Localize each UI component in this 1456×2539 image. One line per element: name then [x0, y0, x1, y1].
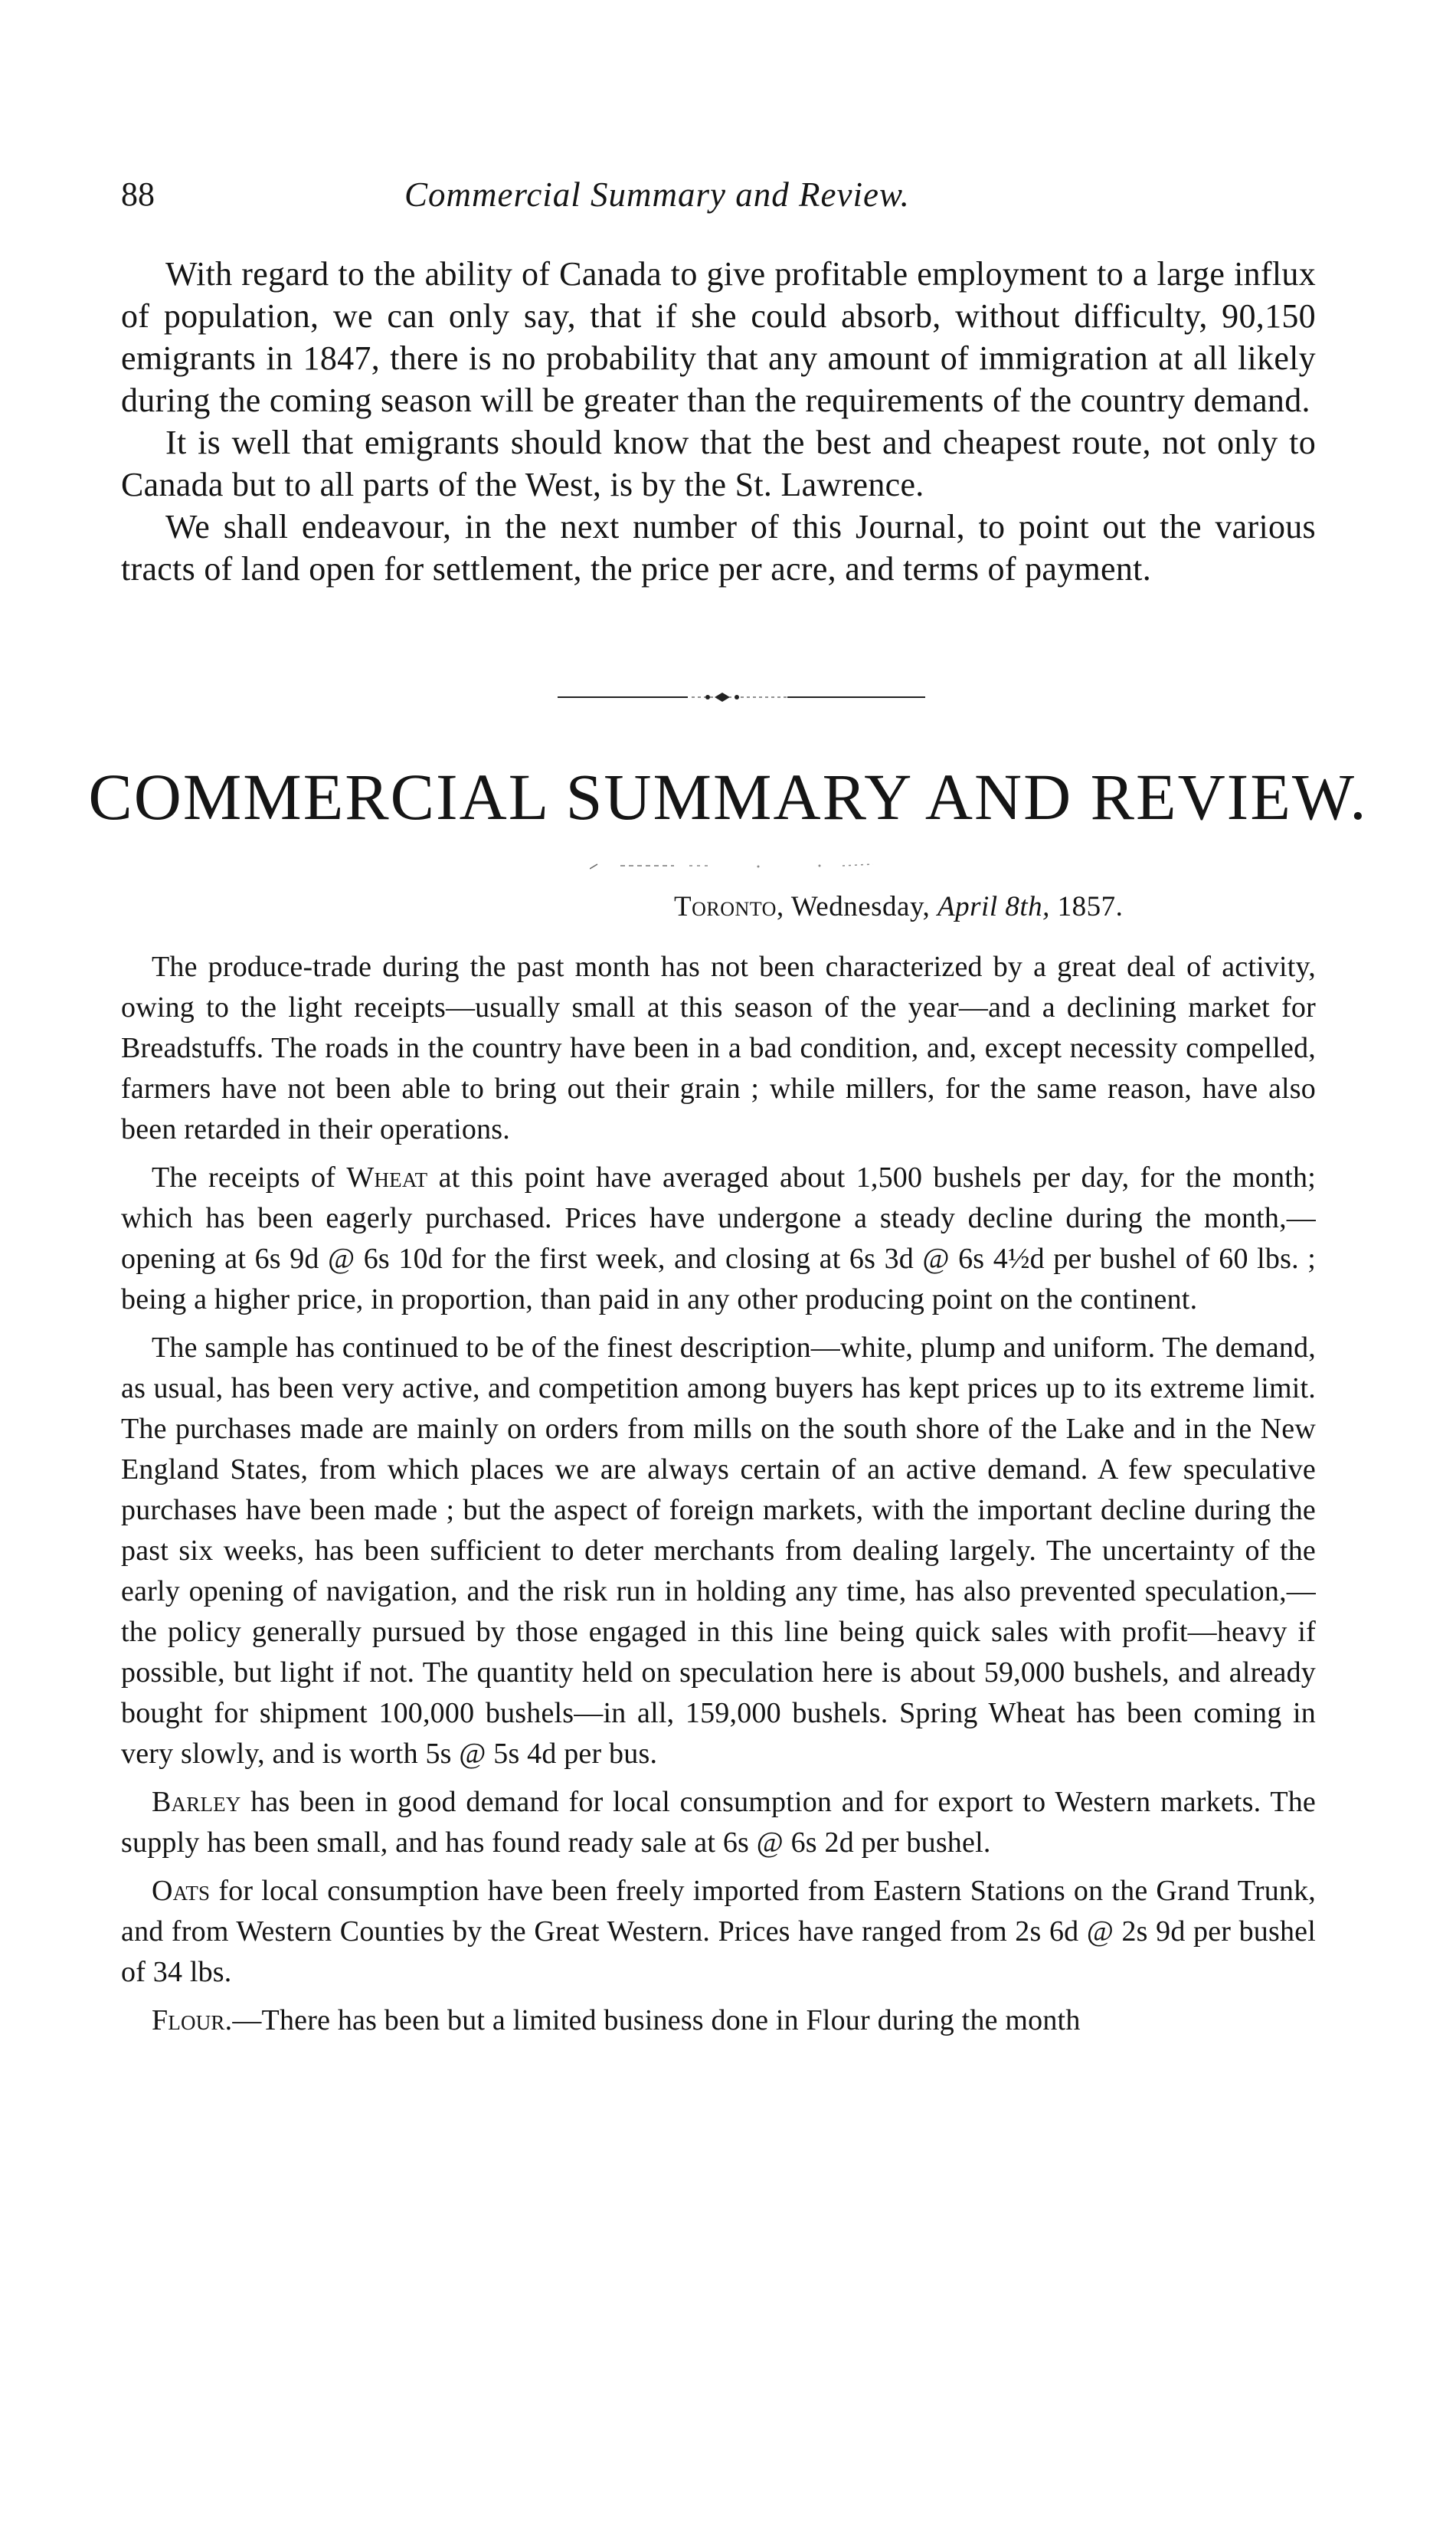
running-head [121, 175, 1301, 221]
running-title: Commercial Summary and Review. [404, 175, 910, 214]
emigration-section [121, 253, 1316, 590]
paragraph: The produce-trade during the past month has not been characterized by a great deal of activity, owing to the light receipts—usually small at this season of the year—and a declining market for Breadstuffs. The roads in the country have been in a bad condition, and, except necessity compelled, farmers have not been able to bring out their grain ; while millers, for the same reason, have also been retarded in their operations. [121, 951, 1316, 1145]
dateline-date: April 8th, [937, 891, 1050, 922]
paragraph-body: has been in good demand for local consumption and for export to Western markets. The supply has been small, and has found ready sale at 6s @ 6s 2d per bushel. [121, 1786, 1316, 1859]
market-review-section [121, 947, 1316, 2049]
dateline-place: Toronto, [674, 891, 784, 922]
paragraph: The sample has continued to be of the finest description—white, plump and uniform. The demand, as usual, has been very active, and competition among buyers has kept prices up to its extreme limit. The purchases made are mainly on orders from mills on the south shore of the Lake and in the New England States, from which places we are always certain of an active demand. A few speculative purchases have been made ; but the aspect of foreign markets, with the important decline during the past six weeks, has been sufficient to deter merchants from dealing largely. The uncertainty of the early opening of navigation, and the risk run in holding any time, has also prevented speculation,—the policy generally pursued by those engaged in this line being quick sales with profit—heavy if possible, but light if not. The quantity held on speculation here is about 59,000 bushels, and already bought for shipment 100,000 bushels—in all, 159,000 bushels. Spring Wheat has been coming in very slowly, and is worth 5s @ 5s 4d per bus. [121, 1332, 1316, 1770]
page-number: 88 [121, 175, 155, 213]
paragraph [121, 1871, 1316, 1993]
paragraph-body: —There has been but a limited business done in Flour during the month [232, 2004, 1081, 2036]
dateline-year: 1857. [1057, 891, 1124, 922]
paragraph-body: for local consumption have been freely imported from Eastern Stations on the Grand Trunk, and from Western Counties by the Great Western. Prices have ranged from 2s 6d @ 2s 9d per bushel of 34 lbs. [121, 1875, 1316, 1988]
paragraph [121, 1158, 1316, 1320]
paragraph: It is well that emigrants should know that the best and cheapest route, not only to Canada but to all parts of the West, is by the St. Lawrence. [121, 424, 1316, 503]
print-specks-icon [590, 860, 881, 872]
commodity-term: Barley [152, 1786, 241, 1818]
commodity-term: Oats [152, 1875, 211, 1907]
section-heading: COMMERCIAL SUMMARY AND REVIEW. [88, 760, 1368, 834]
commodity-term: Wheat [346, 1161, 428, 1194]
paragraph: With regard to the ability of Canada to give profitable employment to a large influx of population, we can only say, that if she could absorb, without difficulty, 90,150 emigrants in 1847, there is no probability that any amount of immigration at all likely during the coming season will be greater than the requirements of the country demand. [121, 255, 1316, 419]
paragraph [121, 2000, 1316, 2041]
paragraph-lead: The receipts of [152, 1161, 336, 1194]
dateline-day: Wednesday, [790, 891, 931, 922]
commodity-term: Flour. [152, 2004, 233, 2036]
dateline [674, 890, 1123, 923]
paragraph-body: at this point have averaged about 1,500 bushels per day, for the month; which has been eagerly purchased. Prices have undergone a steady decline during the month,—opening at 6s 9d @ 6s 10d for the first week, and closing at 6s 3d @ 6s 4½d per bushel of 60 lbs. ; being a higher price, in proportion, than paid in any other producing point on the continent. [121, 1161, 1317, 1315]
paragraph [121, 1782, 1316, 1863]
ornamental-rule-icon [558, 690, 925, 705]
paragraph: We shall endeavour, in the next number of this Journal, to point out the various tracts of land open for settlement, the price per acre, and terms of payment. [121, 508, 1316, 588]
